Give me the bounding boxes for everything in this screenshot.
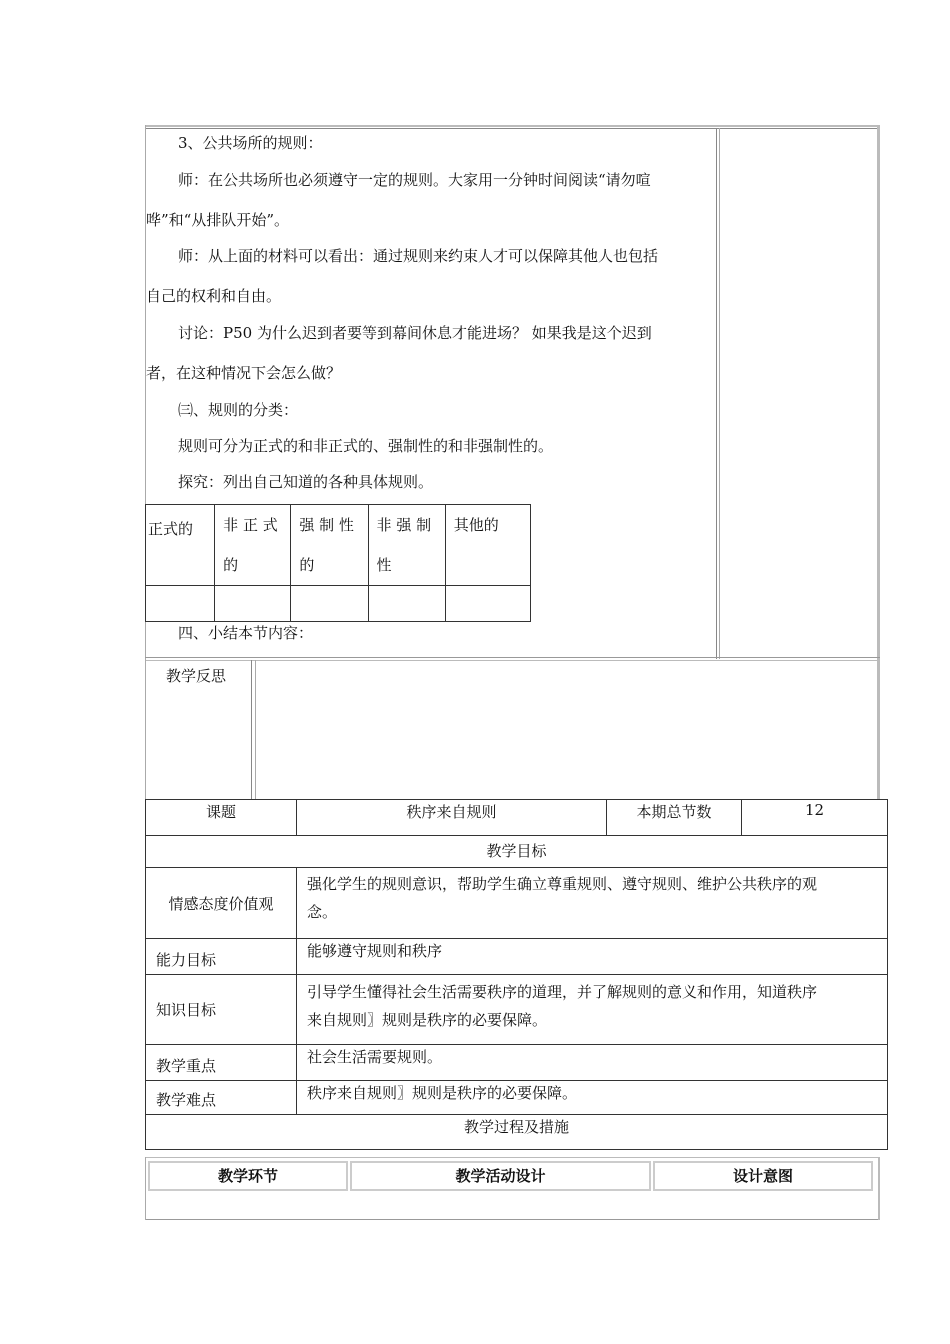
goal-text-cell: 秩序来自规则〗规则是秩序的必要保障。 — [297, 1081, 888, 1115]
text-line: 者，在这种情况下会怎么做？ — [146, 364, 342, 382]
section-heading-rule-types: ㈢、规则的分类： — [178, 401, 299, 419]
rule-header-cell: 正式的 — [146, 505, 215, 586]
text-line: 规则可分为正式的和非正式的、强制性的和非强制性的。 — [178, 437, 554, 455]
text-line: 探究：列出自己知道的各种具体规则。 — [178, 473, 434, 491]
total-lessons-value-cell: 12 — [742, 800, 888, 836]
rule-classification-table — [145, 504, 531, 622]
goal-text-cell: 能够遵守规则和秩序 — [297, 939, 888, 975]
text-line: 自己的权利和自由。 — [146, 287, 282, 305]
topic-label-cell: 课题 — [146, 800, 297, 836]
goal-label-cell: 教学重点 — [146, 1045, 297, 1081]
topic-value-cell: 秩序来自规则 — [297, 800, 607, 836]
rule-header-cell: 非 强 制 性 — [368, 505, 445, 586]
rule-empty-cell — [368, 586, 445, 622]
rule-empty-cell — [215, 586, 291, 622]
rule-header-cell: 其他的 — [445, 505, 530, 586]
header-teaching-stage: 教学环节 — [148, 1161, 348, 1191]
goal-text-cell: 引导学生懂得社会生活需要秩序的道理，并了解规则的意义和作用，知道秩序 来自规则〗规则是秩序的必要保障。 — [297, 975, 888, 1045]
total-lessons-label-cell: 本期总节数 — [607, 800, 742, 836]
process-header-cell: 教学过程及措施 — [146, 1115, 888, 1150]
goal-text-cell: 社会生活需要规则。 — [297, 1045, 888, 1081]
goal-label-cell: 知识目标 — [146, 975, 297, 1045]
rule-empty-cell — [445, 586, 530, 622]
goal-label-cell: 教学难点 — [146, 1081, 297, 1115]
header-activity-design: 教学活动设计 — [350, 1161, 651, 1191]
text-line: 师：从上面的材料可以看出：通过规则来约束人才可以保障其他人也包括 — [178, 247, 659, 265]
text-line: 讨论：P50 为什么迟到者要等到幕间休息才能进场？ 如果我是这个迟到 — [178, 324, 652, 342]
rule-empty-cell — [291, 586, 368, 622]
text-line: 哗”和“从排队开始”。 — [146, 211, 290, 229]
text-line: 师：在公共场所也必须遵守一定的规则。大家用一分钟时间阅读“请勿喧 — [178, 171, 651, 189]
summary-heading: 四、小结本节内容： — [178, 624, 314, 642]
reflection-label: 教学反思 — [166, 667, 227, 685]
header-design-intent: 设计意图 — [653, 1161, 873, 1191]
rule-empty-cell — [146, 586, 215, 622]
goals-header-cell: 教学目标 — [146, 836, 888, 868]
goal-label-cell: 情感态度价值观 — [146, 868, 297, 939]
rule-header-cell: 强 制 性 的 — [291, 505, 368, 586]
goal-text-cell: 强化学生的规则意识，帮助学生确立尊重规则、遵守规则、维护公共秩序的观 念。 — [297, 868, 888, 939]
goal-label-cell: 能力目标 — [146, 939, 297, 975]
lesson-info-table — [145, 799, 888, 1150]
rule-header-cell: 非 正 式 的 — [215, 505, 291, 586]
section-heading-public-rules: 3、公共场所的规则： — [178, 134, 323, 152]
